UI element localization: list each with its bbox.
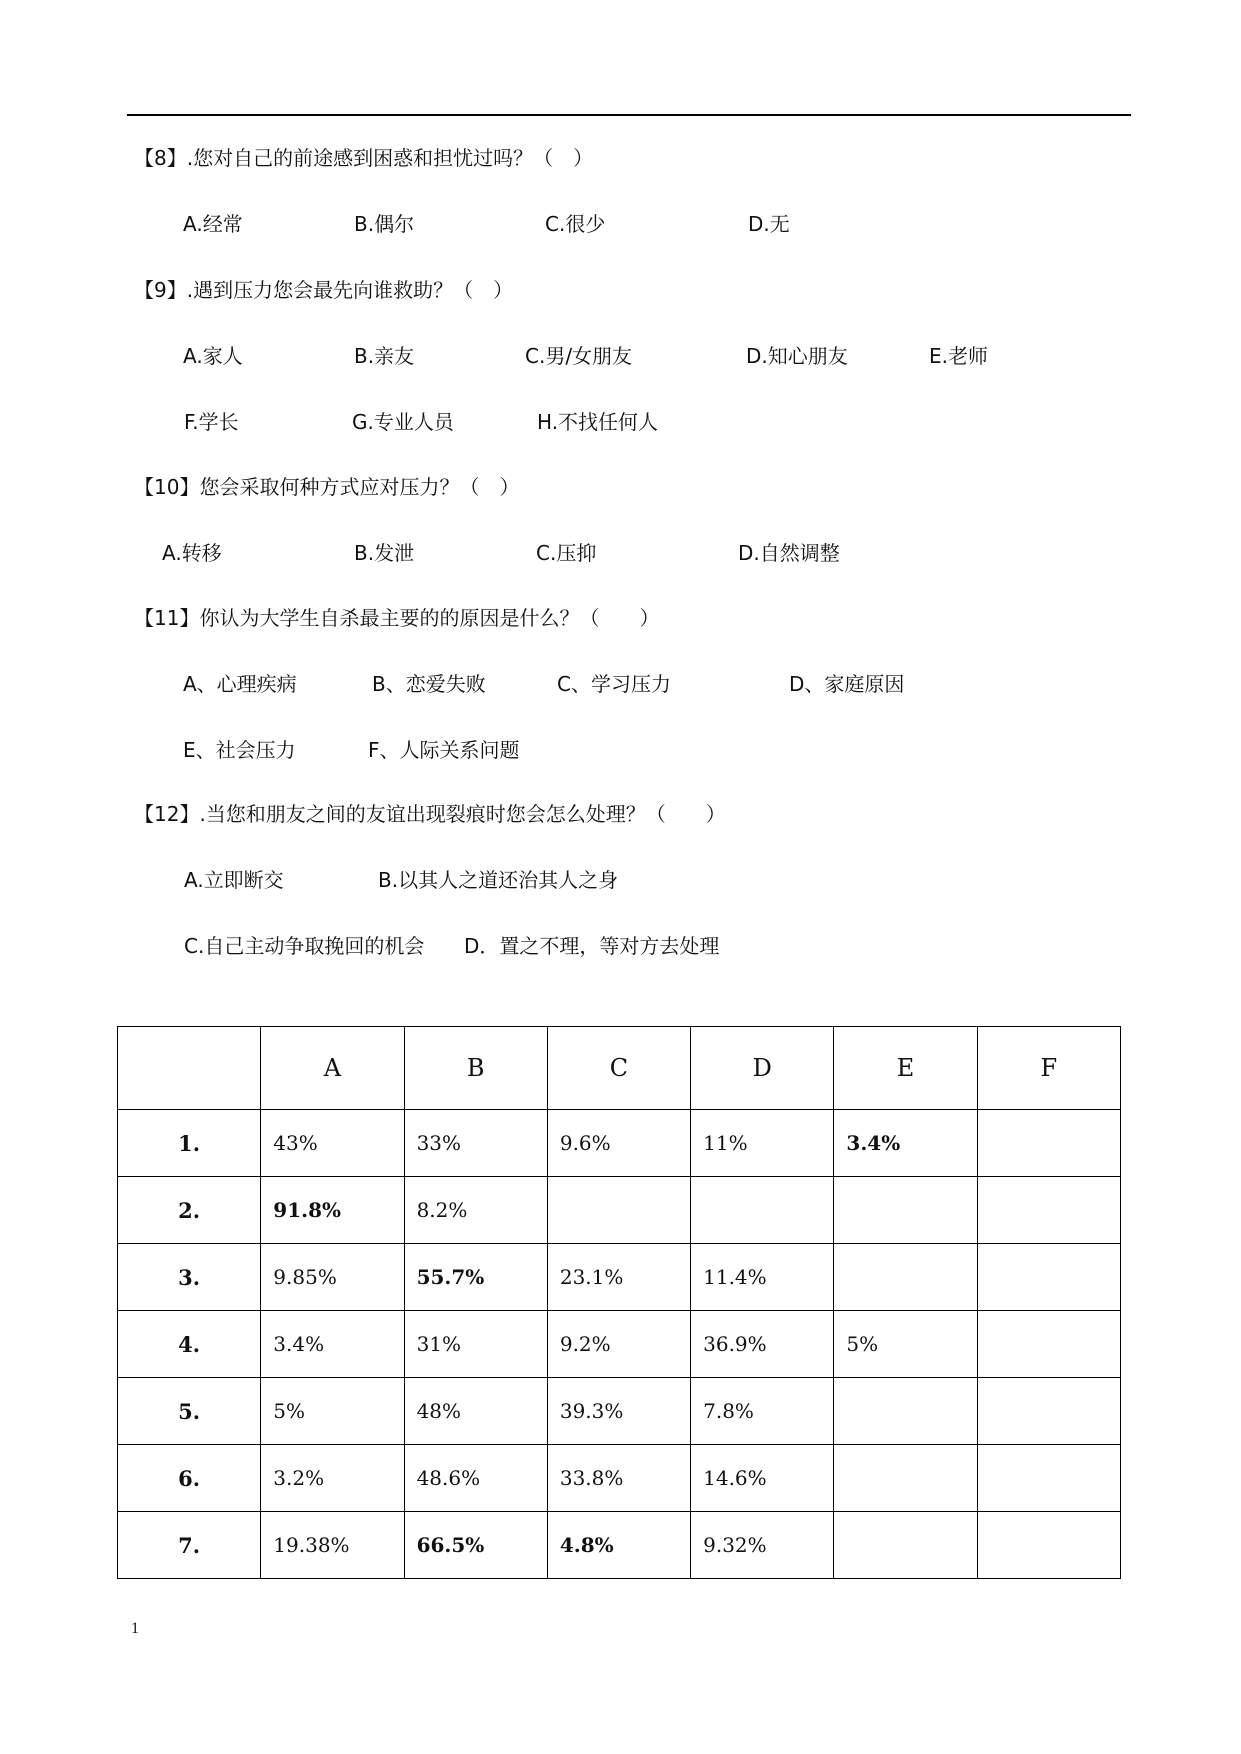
table-header-cell: A [261,1027,404,1110]
row-label: 1. [118,1110,261,1177]
q11-option-c: C、学习压力 [557,672,671,696]
table-header-cell: D [691,1027,834,1110]
table-cell [691,1177,834,1244]
q11-option-b: B、恋爱失败 [372,672,486,696]
q9-option-h: H.不找任何人 [537,410,659,434]
header-rule [127,114,1131,116]
q9-option-a: A.家人 [183,344,243,368]
table-cell [977,1512,1120,1579]
table-cell [834,1512,977,1579]
table-cell [977,1311,1120,1378]
table-cell: 7.8% [691,1378,834,1445]
table-cell: 19.38% [261,1512,404,1579]
q10-option-d: D.自然调整 [738,541,840,565]
q9-option-f: F.学长 [184,410,239,434]
table-cell: 48.6% [404,1445,547,1512]
q8-option-c: C.很少 [545,212,606,236]
table-cell [977,1378,1120,1445]
q9-option-e: E.老师 [929,344,988,368]
table-cell: 3.2% [261,1445,404,1512]
q8-option-b: B.偶尔 [354,212,415,236]
q9-option-c: C.男/女朋友 [525,344,633,368]
table-cell: 48% [404,1378,547,1445]
q9-option-g: G.专业人员 [352,410,454,434]
table-cell: 91.8% [261,1177,404,1244]
table-cell [834,1177,977,1244]
table-cell: 14.6% [691,1445,834,1512]
table-row [118,1110,1121,1177]
table-cell: 9.32% [691,1512,834,1579]
q12-option-d: D．置之不理，等对方去处理 [464,934,720,958]
table-cell: 11% [691,1110,834,1177]
q8-option-d: D.无 [748,212,790,236]
page-number: 1 [131,1620,139,1637]
table-header-cell [118,1027,261,1110]
table-header-cell: B [404,1027,547,1110]
table-row [118,1311,1121,1378]
table-cell: 55.7% [404,1244,547,1311]
table-cell: 33% [404,1110,547,1177]
table-row [118,1177,1121,1244]
table-cell: 5% [261,1378,404,1445]
table-cell [547,1177,690,1244]
table-cell: 66.5% [404,1512,547,1579]
table-cell: 23.1% [547,1244,690,1311]
table-cell [977,1177,1120,1244]
q12-option-b: B.以其人之道还治其人之身 [378,868,619,892]
q10-option-b: B.发泄 [354,541,415,565]
table-cell: 11.4% [691,1244,834,1311]
question-10: 【10】您会采取何种方式应对压力？（ ） [134,475,520,499]
row-label: 3. [118,1244,261,1311]
q11-option-e: E、社会压力 [183,738,296,762]
row-label: 6. [118,1445,261,1512]
q11-option-f: F、人际关系问题 [368,738,520,762]
q9-option-b: B.亲友 [354,344,415,368]
question-8: 【8】.您对自己的前途感到困惑和担忧过吗？（ ） [134,146,594,170]
row-label: 7. [118,1512,261,1579]
table-cell: 43% [261,1110,404,1177]
table-header-cell: F [977,1027,1120,1110]
table-header-cell: C [547,1027,690,1110]
q12-option-a: A.立即断交 [184,868,284,892]
table-cell [834,1244,977,1311]
table-cell [834,1445,977,1512]
table-header-row [118,1027,1121,1110]
table-cell: 3.4% [261,1311,404,1378]
q12-option-c: C.自己主动争取挽回的机会 [184,934,425,958]
q11-option-d: D、家庭原因 [789,672,905,696]
table-cell: 5% [834,1311,977,1378]
table-cell: 9.2% [547,1311,690,1378]
table-row [118,1512,1121,1579]
row-label: 4. [118,1311,261,1378]
table-cell: 9.6% [547,1110,690,1177]
table-row [118,1445,1121,1512]
table-cell [977,1244,1120,1311]
table-header-cell: E [834,1027,977,1110]
question-9: 【9】.遇到压力您会最先向谁救助？（ ） [134,278,514,302]
table-cell: 33.8% [547,1445,690,1512]
question-11: 【11】你认为大学生自杀最主要的的原因是什么？（ ） [134,606,660,630]
table-cell [834,1378,977,1445]
table-cell [977,1110,1120,1177]
q11-option-a: A、心理疾病 [183,672,297,696]
q10-option-a: A.转移 [162,541,222,565]
table-row [118,1244,1121,1311]
table-row [118,1378,1121,1445]
q9-option-d: D.知心朋友 [746,344,848,368]
table-cell: 3.4% [834,1110,977,1177]
table-cell: 4.8% [547,1512,690,1579]
q8-option-a: A.经常 [183,212,243,236]
table-cell: 36.9% [691,1311,834,1378]
row-label: 2. [118,1177,261,1244]
table-cell: 9.85% [261,1244,404,1311]
table-cell: 8.2% [404,1177,547,1244]
q10-option-c: C.压抑 [536,541,597,565]
table-cell [977,1445,1120,1512]
question-12: 【12】.当您和朋友之间的友谊出现裂痕时您会怎么处理？（ ） [134,802,726,826]
table-cell: 39.3% [547,1378,690,1445]
table-cell: 31% [404,1311,547,1378]
results-table [117,1026,1121,1579]
row-label: 5. [118,1378,261,1445]
